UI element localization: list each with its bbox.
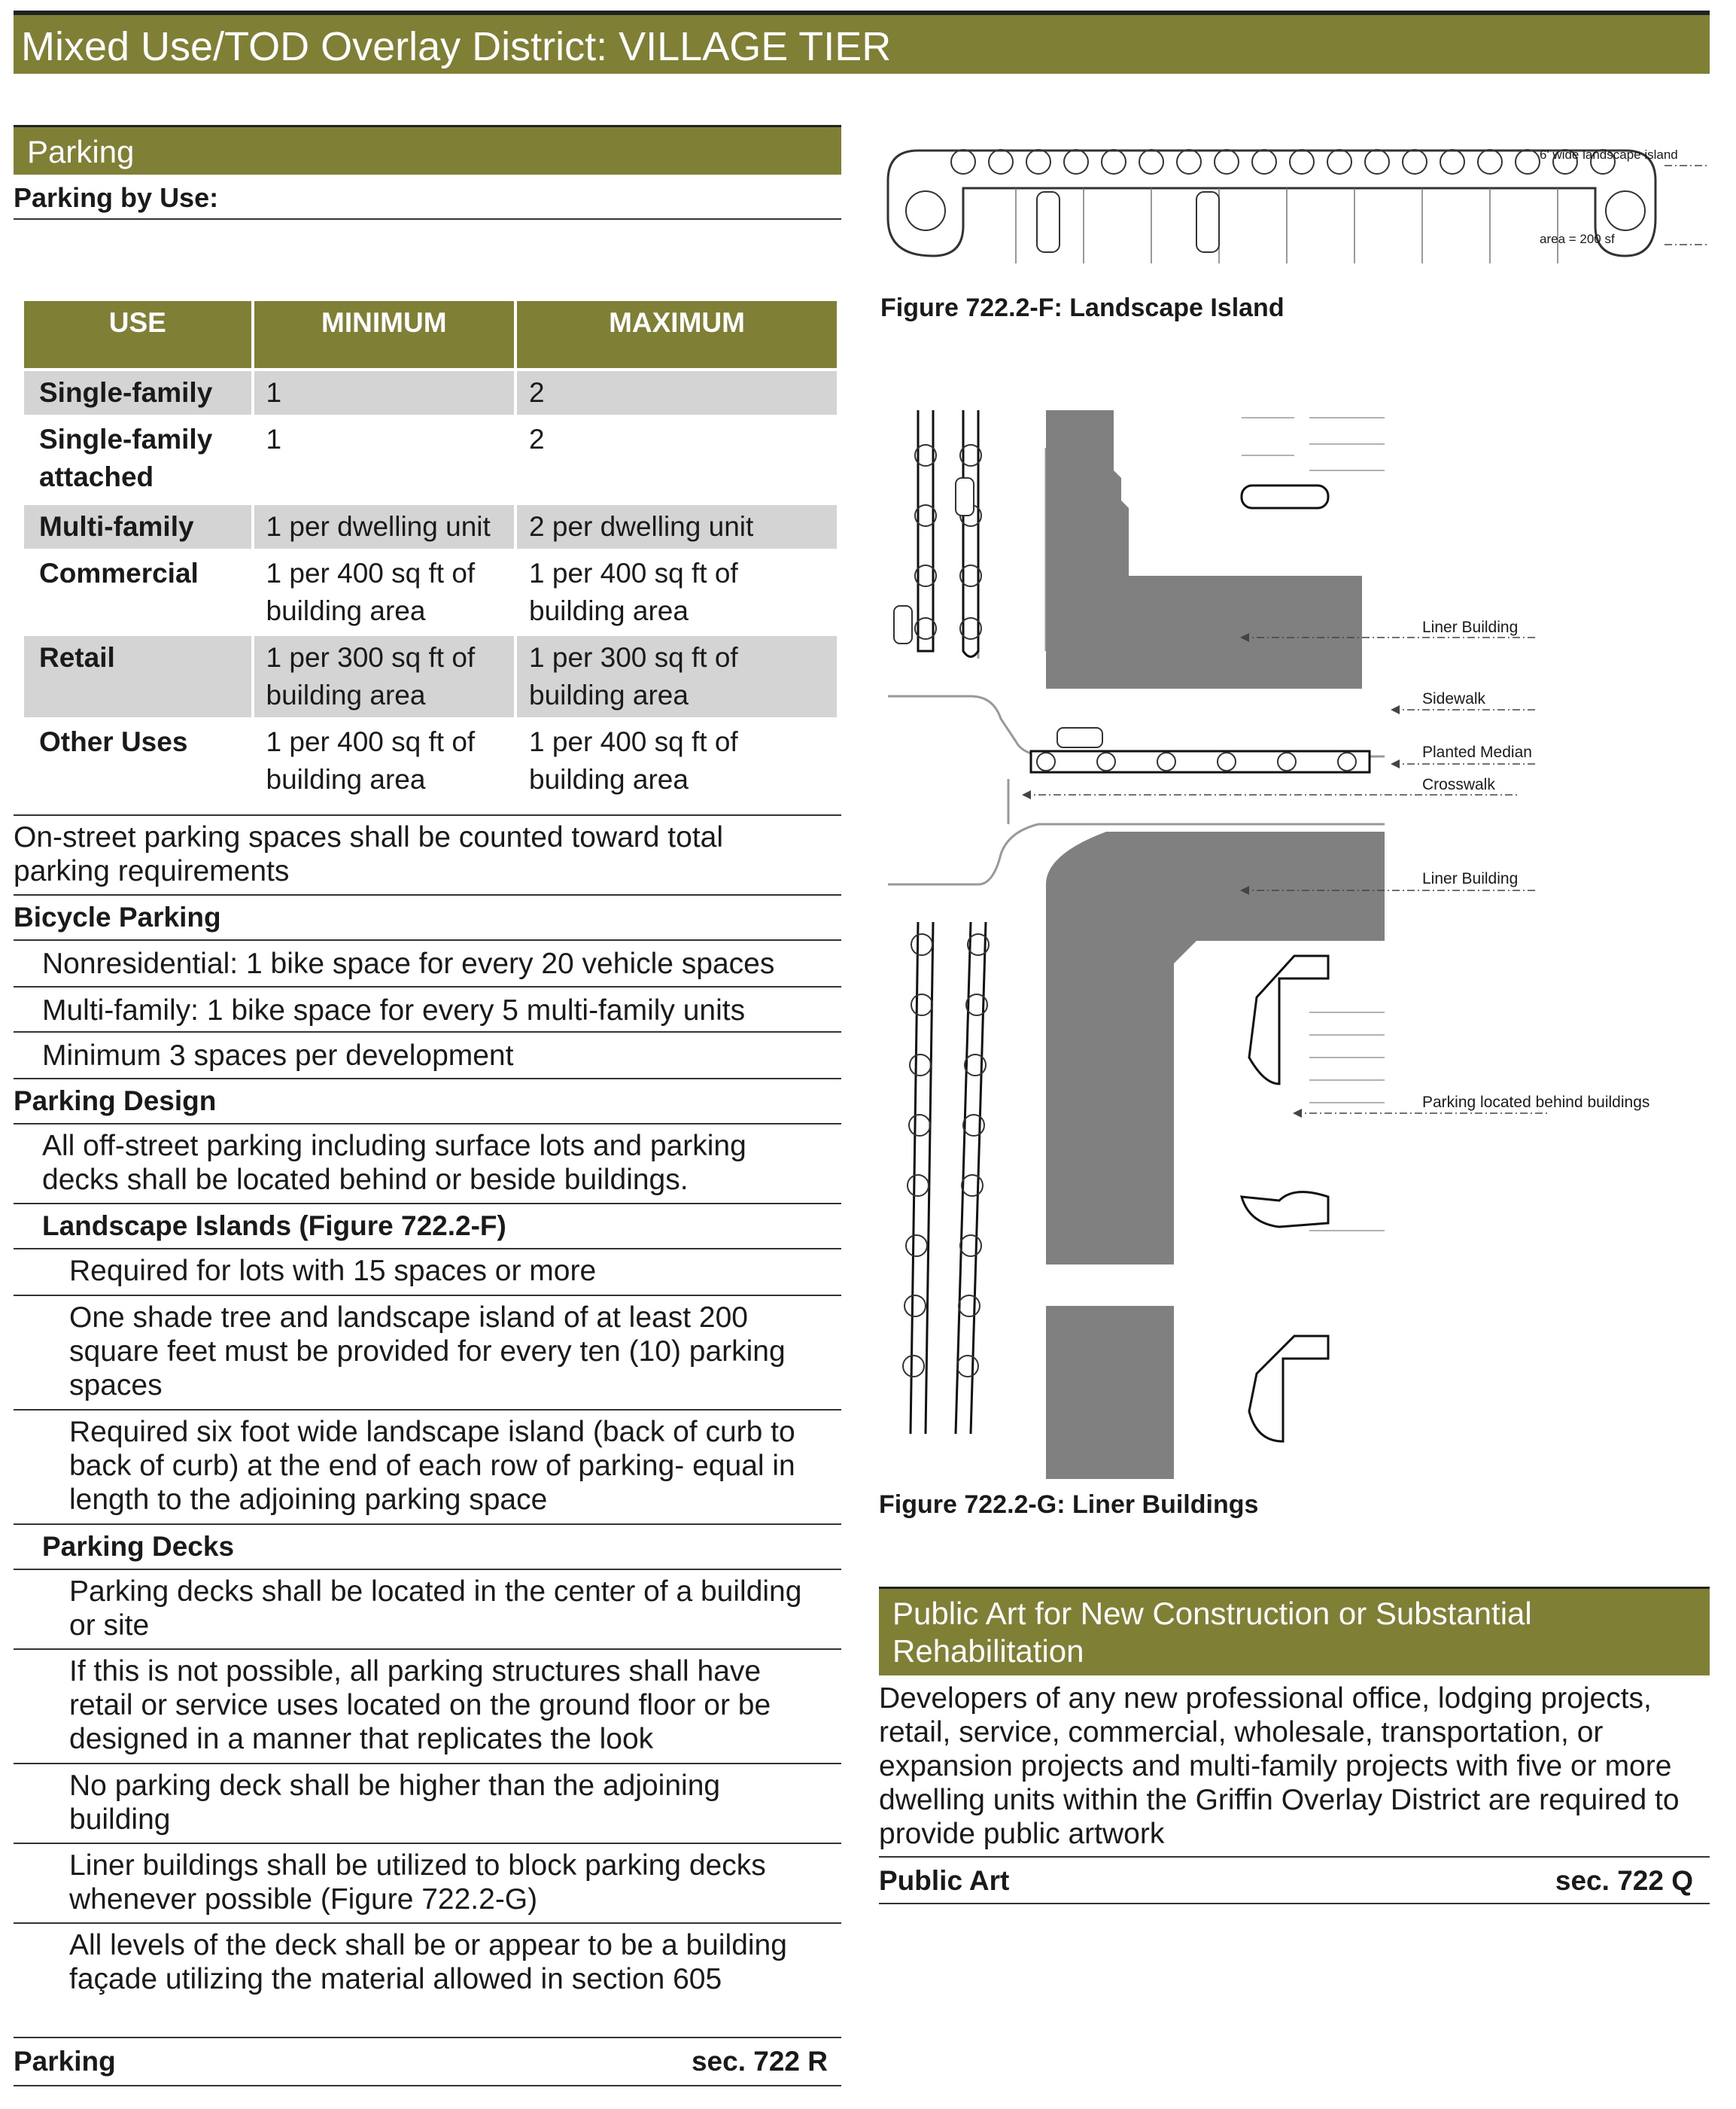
figure-g-callout-crosswalk: Crosswalk xyxy=(1422,776,1495,793)
car-icon xyxy=(1037,192,1060,252)
divider xyxy=(14,2037,841,2038)
divider xyxy=(14,894,841,896)
landscape-island-item: Required for lots with 15 spaces or more xyxy=(69,1255,597,1287)
minimum-cell: 1 xyxy=(266,424,282,455)
use-cell: Commercial xyxy=(39,558,199,589)
parking-design-text: All off-street parking including surface lots and parking decks shall be located behind or beside buildings. xyxy=(42,1130,746,1196)
landscape-island-item: Required six foot wide landscape island (back of curb to back of curb) at the end of each row of parking- equal in length to the adjoining parking space xyxy=(69,1416,795,1516)
liner-building xyxy=(1046,832,1385,1264)
use-cell: Other Uses xyxy=(39,726,188,757)
use-cell: Single-family xyxy=(24,371,251,415)
divider xyxy=(14,1248,841,1249)
divider xyxy=(879,1856,1710,1858)
maximum-cell: 2 xyxy=(529,424,545,455)
landscape-islands-heading: Landscape Islands (Figure 722.2-F) xyxy=(42,1210,506,1241)
liner-building xyxy=(1046,1306,1174,1479)
parking-deck-item: Parking decks shall be located in the center of a building or site xyxy=(69,1575,802,1642)
public-art-text: Developers of any new professional office, lodging projects, retail, service, commercial, wholesale, transportation, or expansion projects and multi-family projects with five or more dwelling units within the Griffin Overlay District are required to provide public artwork xyxy=(879,1682,1680,1850)
parking-deck-item: Liner buildings shall be utilized to block parking decks whenever possible (Figure 722.2-G) xyxy=(69,1849,766,1916)
divider xyxy=(14,1569,841,1570)
parking-decks-heading: Parking Decks xyxy=(42,1531,235,1562)
planted-median xyxy=(1031,751,1370,772)
public-art-reference-section: sec. 722 Q xyxy=(1555,1865,1693,1896)
divider xyxy=(14,1763,841,1764)
liner-buildings-figure xyxy=(888,403,1565,1487)
table-row xyxy=(24,371,837,415)
car-icon xyxy=(1196,192,1219,252)
minimum-cell: 1 xyxy=(254,371,515,415)
figure-f-callout-area: area = 200 sf xyxy=(1540,232,1615,246)
car-icon xyxy=(1057,728,1102,747)
divider xyxy=(14,2085,841,2086)
figure-g-callout-parking-behind: Parking located behind buildings xyxy=(1422,1094,1650,1111)
use-cell: Single-family attached xyxy=(39,424,213,492)
figure-g-caption: Figure 722.2-G: Liner Buildings xyxy=(879,1490,1259,1519)
bicycle-item: Minimum 3 spaces per development xyxy=(42,1039,514,1072)
divider xyxy=(14,1523,841,1525)
liner-building xyxy=(1046,410,1362,689)
divider xyxy=(879,1903,1710,1904)
landscape-island-item: One shade tree and landscape island of at least 200 square feet must be provided for every ten (10) parking spaces xyxy=(69,1301,786,1401)
tree-icon xyxy=(903,445,989,1377)
use-cell: Multi-family xyxy=(24,505,251,549)
divider xyxy=(14,1295,841,1296)
minimum-cell: 1 per 400 sq ft of building area xyxy=(266,726,476,795)
divider xyxy=(14,1843,841,1844)
car-icon xyxy=(956,478,974,516)
maximum-cell: 1 per 400 sq ft of building area xyxy=(529,558,738,626)
divider xyxy=(14,939,841,941)
bicycle-item: Nonresidential: 1 bike space for every 20 vehicle spaces xyxy=(42,948,775,980)
figure-g-callout-liner-building-2: Liner Building xyxy=(1422,870,1519,887)
divider xyxy=(14,1203,841,1204)
figure-g-callout-sidewalk: Sidewalk xyxy=(1422,690,1486,708)
parking-by-use-label: Parking by Use: xyxy=(14,182,219,213)
divider xyxy=(14,1648,841,1650)
parking-reference-label: Parking xyxy=(14,2046,116,2077)
minimum-cell: 1 per dwelling unit xyxy=(254,505,515,549)
divider xyxy=(14,1031,841,1033)
on-street-note: On-street parking spaces shall be counted toward total parking requirements xyxy=(14,821,724,887)
bicycle-item: Multi-family: 1 bike space for every 5 multi-family units xyxy=(42,994,746,1027)
maximum-cell: 1 per 300 sq ft of building area xyxy=(517,636,837,717)
use-cell: Retail xyxy=(24,636,251,717)
table-row xyxy=(24,505,837,549)
divider xyxy=(14,1922,841,1924)
maximum-cell: 2 per dwelling unit xyxy=(517,505,837,549)
public-art-reference-label: Public Art xyxy=(879,1865,1010,1896)
table-row xyxy=(24,720,837,802)
bicycle-parking-heading: Bicycle Parking xyxy=(14,902,221,933)
divider xyxy=(14,814,841,816)
parking-reference-section: sec. 722 R xyxy=(691,2046,828,2077)
divider xyxy=(14,986,841,988)
column-header-use: USE xyxy=(24,301,251,368)
figure-g-callout-liner-building: Liner Building xyxy=(1422,619,1519,636)
maximum-cell: 1 per 400 sq ft of building area xyxy=(529,726,738,795)
column-header-maximum: MAXIMUM xyxy=(517,301,837,368)
divider xyxy=(14,1409,841,1411)
table-row xyxy=(24,418,837,502)
section-heading-public-art: Public Art for New Construction or Substantial Rehabilitation xyxy=(879,1587,1710,1675)
parking-deck-item: No parking deck shall be higher than the adjoining building xyxy=(69,1770,721,1836)
table-row xyxy=(24,636,837,717)
section-heading-parking: Parking xyxy=(14,125,841,175)
minimum-cell: 1 per 400 sq ft of building area xyxy=(266,558,476,626)
figure-g-callout-planted-median: Planted Median xyxy=(1422,744,1532,761)
figure-f-caption: Figure 722.2-F: Landscape Island xyxy=(880,294,1285,322)
divider xyxy=(14,1123,841,1124)
parking-deck-item: If this is not possible, all parking structures shall have retail or service uses located on the ground floor or be designed in a manner that replicates the look xyxy=(69,1655,771,1755)
divider xyxy=(14,218,841,220)
minimum-cell: 1 per 300 sq ft of building area xyxy=(254,636,515,717)
column-header-minimum: MINIMUM xyxy=(254,301,515,368)
maximum-cell: 2 xyxy=(517,371,837,415)
page-title: Mixed Use/TOD Overlay District: VILLAGE TIER xyxy=(14,11,1710,74)
parking-by-use-table xyxy=(21,298,840,805)
divider xyxy=(14,1078,841,1079)
figure-f-callout-width: 6' wide landscape island xyxy=(1540,148,1678,162)
parking-design-heading: Parking Design xyxy=(14,1085,217,1116)
parking-deck-item: All levels of the deck shall be or appear to be a building façade utilizing the material allowed in section 605 xyxy=(69,1929,787,1995)
car-icon xyxy=(894,606,912,644)
table-row xyxy=(24,552,837,633)
